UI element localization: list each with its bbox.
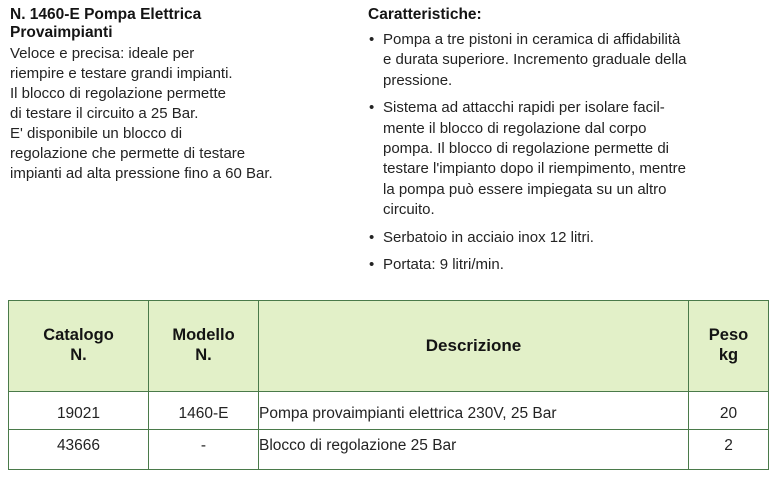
features-heading: Caratteristiche: bbox=[368, 6, 482, 23]
cell-modello: 1460-E bbox=[149, 392, 259, 430]
bullet-icon: • bbox=[369, 99, 375, 117]
feature-1-line-2: e durata superiore. Incremento graduale della bbox=[383, 51, 687, 69]
list-item bbox=[368, 98, 771, 220]
product-column bbox=[8, 6, 353, 184]
column-header-catalogo-line-1: Catalogo bbox=[43, 326, 114, 345]
product-description bbox=[10, 44, 353, 184]
feature-1-line-1: Pompa a tre pistoni in ceramica di affidabilità bbox=[383, 31, 681, 48]
catalog-table bbox=[8, 300, 769, 470]
feature-2-line-2: mente il blocco di regolazione dal corpo bbox=[383, 119, 647, 137]
cell-catalogo: 43666 bbox=[9, 430, 149, 470]
feature-text bbox=[383, 98, 771, 220]
product-title bbox=[10, 6, 353, 42]
column-header-descrizione-line-1: Descrizione bbox=[425, 335, 522, 355]
feature-text bbox=[383, 228, 771, 248]
feature-text bbox=[383, 255, 771, 275]
table-header-row bbox=[9, 301, 769, 392]
table-header bbox=[9, 301, 769, 392]
column-header-modello bbox=[149, 301, 259, 392]
content-columns bbox=[8, 6, 771, 282]
list-item bbox=[368, 30, 771, 91]
list-item bbox=[368, 255, 771, 275]
column-header-peso-line-1: Peso bbox=[708, 326, 749, 345]
column-header-peso bbox=[689, 301, 769, 392]
feature-4-line-1: Portata: 9 litri/min. bbox=[383, 255, 504, 273]
features-list bbox=[368, 30, 771, 275]
feature-2-line-5: la pompa può essere impiegata su un altro bbox=[383, 180, 667, 198]
product-description-line-3: Il blocco di regolazione permette bbox=[10, 85, 226, 103]
table-body bbox=[9, 392, 769, 470]
cell-descrizione: Blocco di regolazione 25 Bar bbox=[259, 430, 689, 470]
column-header-catalogo bbox=[9, 301, 149, 392]
features-column bbox=[353, 6, 771, 282]
table-row bbox=[9, 430, 769, 470]
feature-2-line-6: circuito. bbox=[383, 201, 435, 219]
column-header-modello-line-1: Modello bbox=[172, 326, 235, 345]
product-description-line-4: di testare il circuito a 25 Bar. bbox=[10, 105, 199, 123]
product-description-line-2: riempire e testare grandi impianti. bbox=[10, 65, 233, 83]
feature-2-line-3: pompa. Il blocco di regolazione permette di bbox=[383, 139, 669, 157]
cell-peso: 20 bbox=[689, 392, 769, 430]
column-header-modello-line-2: N. bbox=[195, 346, 212, 364]
column-header-catalogo-line-2: N. bbox=[70, 346, 87, 364]
feature-1-line-3: pressione. bbox=[383, 71, 453, 89]
bullet-icon: • bbox=[369, 255, 375, 273]
bullet-icon: • bbox=[369, 31, 375, 48]
catalog-table-wrapper bbox=[8, 300, 768, 470]
product-title-line-2: Provaimpianti bbox=[10, 24, 113, 42]
product-description-line-5: E' disponibile un blocco di bbox=[10, 125, 183, 142]
bullet-icon: • bbox=[369, 228, 375, 246]
product-description-line-7: impianti ad alta pressione fino a 60 Bar. bbox=[10, 164, 273, 182]
column-header-descrizione bbox=[259, 301, 689, 392]
product-description-line-6: regolazione che permette di testare bbox=[10, 144, 246, 162]
product-description-line-1: Veloce e precisa: ideale per bbox=[10, 45, 195, 63]
cell-peso: 2 bbox=[689, 430, 769, 470]
column-header-peso-line-2: kg bbox=[718, 346, 739, 364]
list-item bbox=[368, 228, 771, 248]
feature-2-line-1: Sistema ad attacchi rapidi per isolare facil- bbox=[383, 99, 665, 117]
cell-descrizione: Pompa provaimpianti elettrica 230V, 25 Bar bbox=[259, 392, 689, 430]
feature-3-line-1: Serbatoio in acciaio inox 12 litri. bbox=[383, 228, 594, 246]
table-row bbox=[9, 392, 769, 430]
cell-modello: - bbox=[149, 430, 259, 470]
feature-text bbox=[383, 30, 771, 91]
cell-catalogo: 19021 bbox=[9, 392, 149, 430]
product-title-line-1: N. 1460-E Pompa Elettrica bbox=[10, 6, 202, 23]
feature-2-line-4: testare l'impianto dopo il riempimento, mentre bbox=[383, 160, 687, 178]
